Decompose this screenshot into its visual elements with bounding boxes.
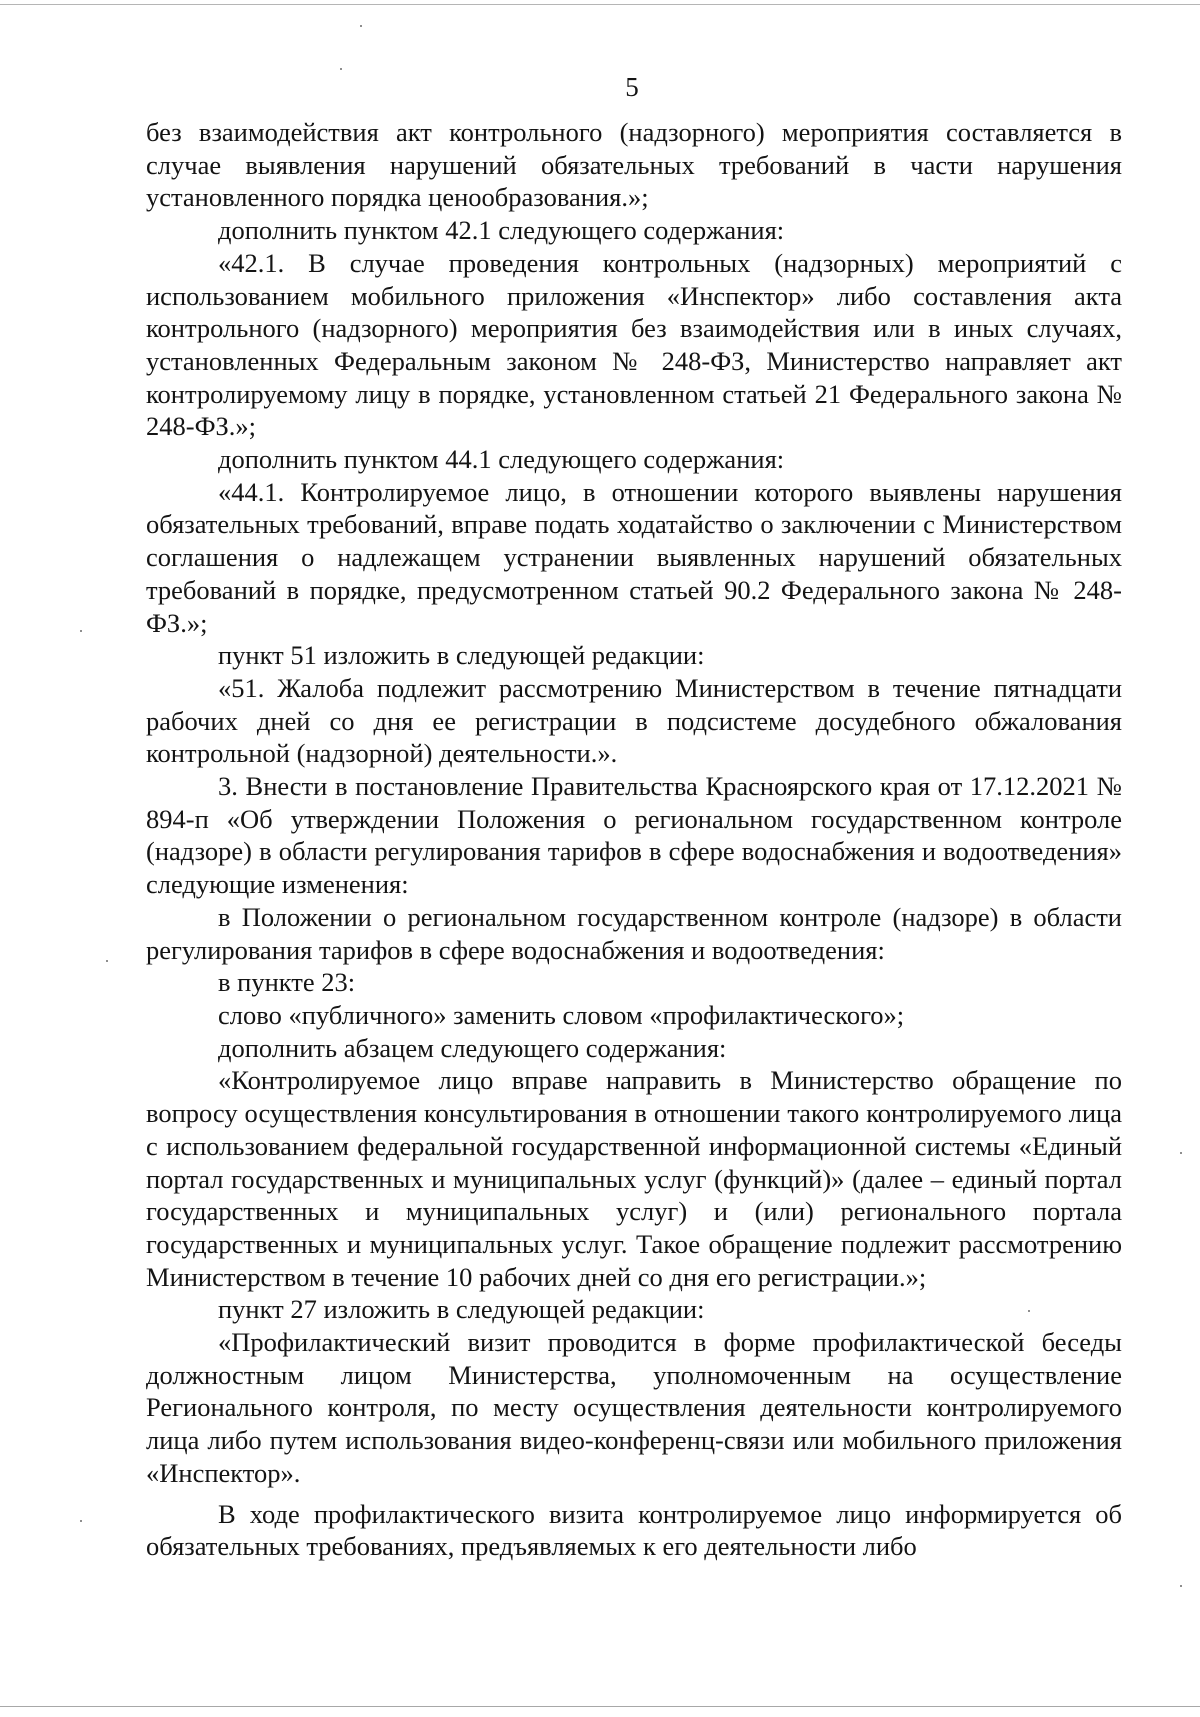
paragraph: «42.1. В случае проведения контрольных (надзорных) мероприятий с использованием мобильного приложения «Инспектор» либо составления акта контрольного (надзорного) мероприятия без взаимодействия или в иных случаях, установленных Федеральным законом № 248-ФЗ, Министерство направляет акт контролируемому лицу в порядке, установленном статьей 21 Федерального закона № 248-ФЗ.»; [146, 247, 1122, 442]
paragraph: 3. Внести в постановление Правительства Красноярского края от 17.12.2021 № 894-п «Об утверждении Положения о региональном государственном контроле (надзоре) в области регулирования тарифов в сфере водоснабжения и водоотведения» следующие изменения: [146, 771, 1122, 900]
paragraph: пункт 51 изложить в следующей редакции: [218, 640, 705, 671]
document-body [146, 116, 1122, 1563]
scan-edge-top [0, 4, 1200, 5]
paragraph: «51. Жалоба подлежит рассмотрению Министерством в течение пятнадцати рабочих дней со дня ее регистрации в подсистеме досудебного обжалования контрольной (надзорной) деятельности.». [146, 672, 1122, 769]
paragraph: «44.1. Контролируемое лицо, в отношении которого выявлены нарушения обязательных требований, вправе подать ходатайство о заключении с Министерством соглашения о надлежащем устранении выявленных нарушений обязательных требований в порядке, предусмотренном статьей 90.2 Федерального закона № 248-ФЗ.»; [146, 476, 1122, 638]
scan-speck [360, 25, 362, 27]
scan-speck [1180, 1585, 1182, 1587]
paragraph: «Профилактический визит проводится в форме профилактической беседы должностным лицом Министерства, уполномоченным на осуществление Регионального контроля, по месту осуществления деятельности контролируемого лица либо путем использования видео-конференц-связи или мобильного приложения «Инспектор». [146, 1327, 1122, 1488]
paragraph: в пункте 23: [218, 967, 356, 998]
scan-speck [80, 1520, 82, 1522]
paragraph: дополнить пунктом 42.1 следующего содержания: [218, 215, 785, 246]
paragraph: в Положении о региональном государственном контроле (надзоре) в области регулирования тарифов в сфере водоснабжения и водоотведения: [146, 901, 1122, 965]
page-number: 5 [625, 72, 639, 102]
scan-speck [340, 68, 342, 70]
scan-speck [80, 630, 82, 632]
paragraph: пункт 27 изложить в следующей редакции: [218, 1294, 705, 1325]
scan-speck [106, 960, 108, 962]
scan-speck [1028, 1310, 1030, 1312]
paragraph: дополнить пунктом 44.1 следующего содержания: [218, 444, 785, 475]
paragraph: без взаимодействия акт контрольного (надзорного) мероприятия составляется в случае выявления нарушений обязательных требований в части нарушения установленного порядка ценообразования.»; [146, 117, 1122, 213]
paragraph: «Контролируемое лицо вправе направить в Министерство обращение по вопросу осуществления консультирования в отношении такого контролируемого лица с использованием федеральной государственной информационной системы «Единый портал государственных и муниципальных услуг (функций)» (далее – единый портал государственных и муниципальных услуг) и (или) регионального портала государственных и муниципальных услуг. Такое обращение подлежит рассмотрению Министерством в течение 10 рабочих дней со дня его регистрации.»; [146, 1065, 1122, 1292]
paragraph: слово «публичного» заменить словом «профилактического»; [218, 999, 905, 1030]
scan-edge-bottom [0, 1706, 1200, 1707]
scan-speck [1180, 1152, 1182, 1154]
paragraph: дополнить абзацем следующего содержания: [218, 1032, 727, 1063]
paragraph: В ходе профилактического визита контролируемое лицо информируется об обязательных требованиях, предъявляемых к его деятельности либо [146, 1498, 1122, 1562]
